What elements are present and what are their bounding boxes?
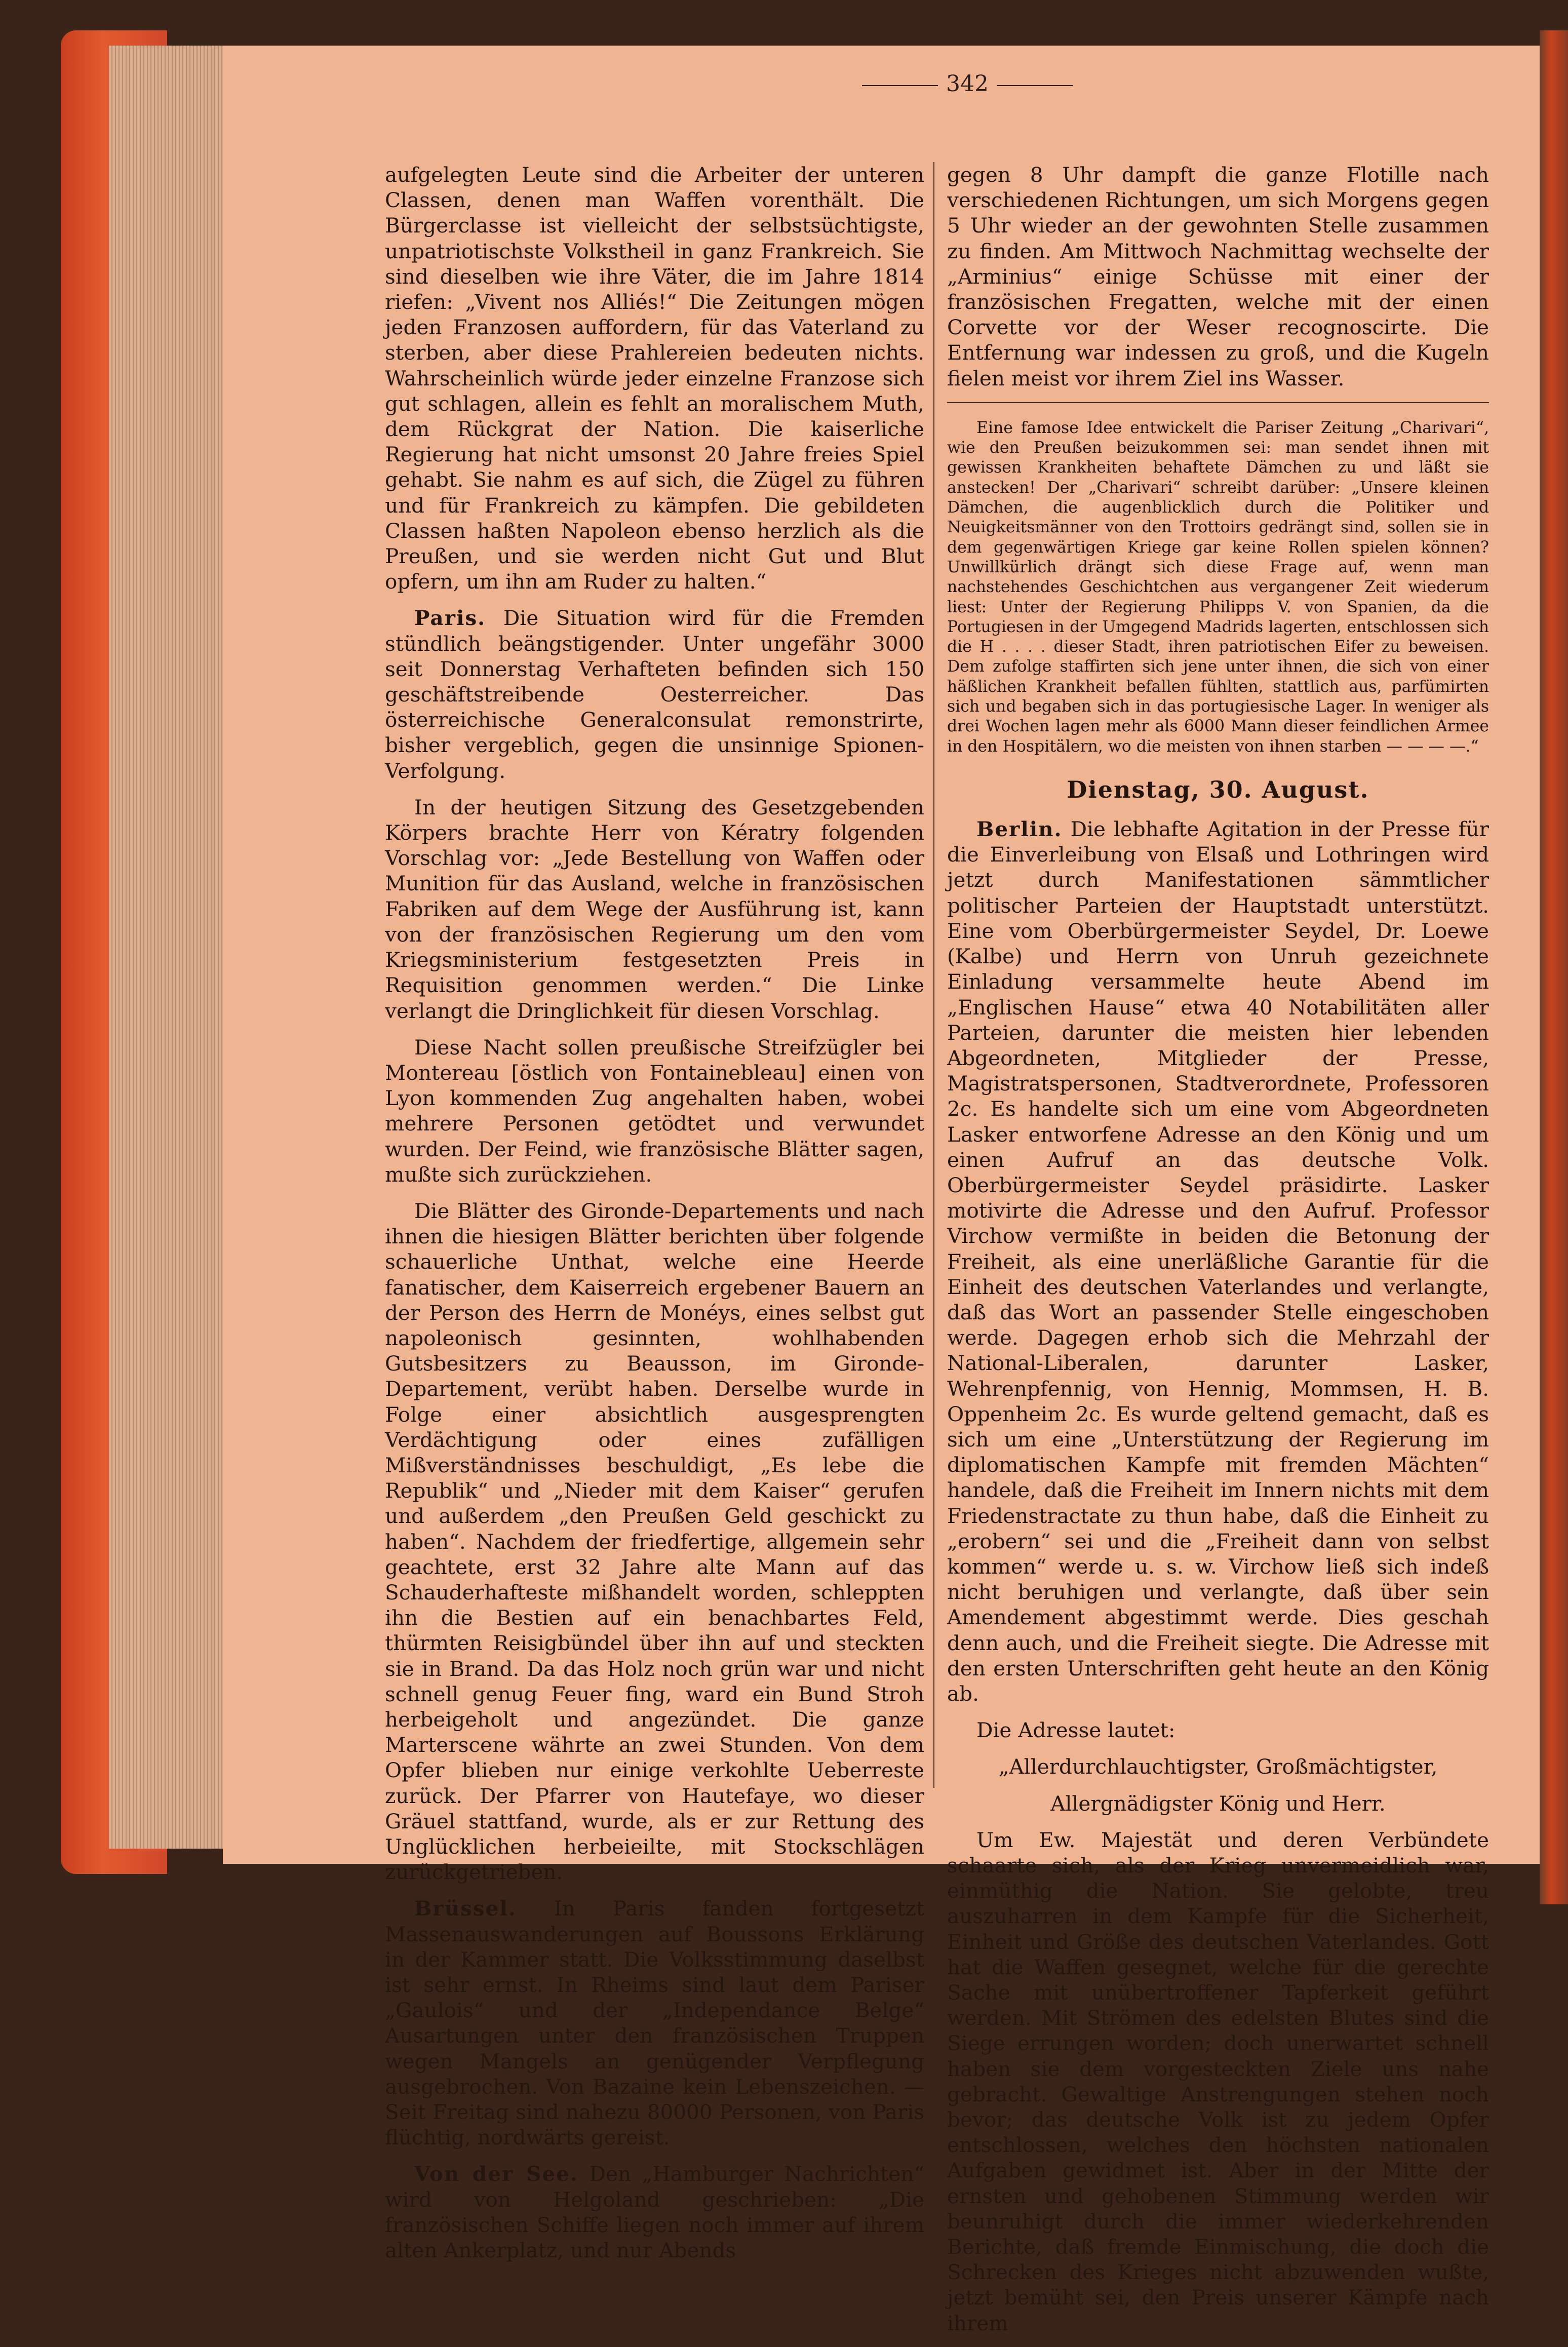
paragraph-berlin — [947, 816, 1489, 1706]
paragraph: aufgelegten Leute sind die Arbeiter der unteren Classen, denen man Waffen vorenthält. Die Bürgerclasse ist vielleicht der selbstsüchtigste, unpatriotischste Volkstheil in ganz Frankreich. Sie sind dieselben wie ihre Väter, die im Jahre 1814 riefen: „Vivent nos Alliés!“ Die Zeitungen mögen jeden Franzosen auffordern, für das Vaterland zu sterben, aber diese Prahlereien bedeuten nichts. Wahrscheinlich würde jeder einzelne Franzose sich gut schlagen, allein es fehlt an moralischem Muth, dem Rückgrat der Nation. Die kaiserliche Regierung hat nicht umsonst 20 Jahre freies Spiel gehabt. Sie nahm es auf sich, die Zügel zu führen und für Frankreich zu kämpfen. Die gebildeten Classen haßten Napoleon ebenso herzlich als die Preußen, und sie werden nicht Gut und Blut opfern, um ihn am Ruder zu halten.“ — [385, 163, 924, 594]
date-heading: Dienstag, 30. August. — [1067, 775, 1369, 803]
page-number-text: 342 — [946, 71, 989, 97]
facing-book-edge — [1540, 30, 1568, 1904]
column-divider — [933, 162, 934, 1788]
page-number — [836, 71, 1099, 97]
page-number-rule-right — [997, 85, 1073, 86]
paragraph: In der heutigen Sitzung des Gesetzgebenden Körpers brachte Herr von Kératry folgenden Vorschlag vor: „Jede Bestellung von Waffen oder Munition für das Ausland, welche in französischen Fabriken auf dem Wege der Ausführung ist, kann von der französischen Regierung um den vom Kriegsministerium festgesetzten Preis in Requisition genommen werden.“ Die Linke verlangt die Dringlichkeit für diesen Vorschlag. — [385, 795, 924, 1023]
dateline: Berlin. — [976, 817, 1063, 842]
footnote: Eine famose Idee entwickelt die Pariser Zeitung „Charivari“, wie den Preußen beizukommen sei: man sendet ihnen mit gewissen Krankheiten behaftete Dämchen zu und läßt sie anstecken! Der „Charivari“ schreibt darüber: „Unsere kleinen Dämchen, die augenblicklich durch die Politiker und Neuigkeitsmänner von den Trottoirs gedrängt sind, sollen sie in dem gegenwärtigen Kriege gar keine Rollen spielen können? Unwillkürlich drängt sich diese Frage auf, wenn man nachstehendes Geschichtchen aus vergangener Zeit wiederum liest: Unter der Regierung Philipps V. von Spanien, da die Portugiesen in der Umgegend Madrids lagerten, entschlossen sich die H . . . . dieser Stadt, ihren patriotischen Eifer zu beweisen. Dem zufolge staffirten sich jene unter ihnen, die sich von einer häßlichen Krankheit befallen fühlten, stattlich aus, parfümirten sich und begaben sich in das portugiesische Lager. In weniger als drei Wochen lagen mehr als 6000 Mann dieser feindlichen Armee in den Hospitälern, wo die meisten von ihnen starben — — — —.“ — [947, 402, 1489, 757]
dateline: Von der See. — [414, 2162, 578, 2186]
paragraph-text: Den „Hamburger Nachrichten“ wird von Helgoland geschrieben: „Die französischen Schiffe liegen noch immer auf ihrem alten Ankerplatz, und nur Abends — [385, 2162, 925, 2263]
paragraph: Um Ew. Majestät und deren Verbündete schaarte sich, als der Krieg unvermeidlich war, einmüthig die Nation. Sie gelobte, treu auszuharren in dem Kampfe für die Sicherheit, Einheit und Größe des deutschen Vaterlandes. Gott hat die Waffen gesegnet, welche für die gerechte Sache mit unübertroffener Tapferkeit geführt werden. Mit Strömen des edelsten Blutes sind die Siege errungen worden; doch unerwartet schnell haben sie dem vorgesteckten Ziele uns nahe gebracht. Gewaltige Anstrengungen stehen noch bevor; das deutsche Volk ist zu jedem Opfer entschlossen, welches den höchsten nationalen Aufgaben gewidmet ist. Aber in der Mitte der ernsten und gehobenen Stimmung werden wir beunruhigt durch die immer wiederkehrenden Berichte, daß fremde Einmischung, die doch die Schrecken des Krieges nicht abzuwenden wußte, jetzt bemüht sei, den Preis unserer Kämpfe nach ihrem — [947, 1827, 1489, 2335]
paragraph-text: In Paris fanden fortgesetzt Massenauswanderungen auf Boussons Erklärung in der Kammer statt. Die Volksstimmung daselbst ist sehr ernst. In Rheims sind laut dem Pariser „Gaulois“ und der „Independance Belge“ Ausartungen unter den französischen Truppen wegen Mangels an genügender Verpflegung ausgebrochen. Von Bazaine kein Lebenszeichen. — Seit Freitag sind nahezu 80000 Personen, von Paris flüchtig, nordwärts gereist. — [385, 1896, 924, 2150]
address-salutation: Allergnädigster König und Herr. — [1050, 1791, 1386, 1816]
paragraph: gegen 8 Uhr dampft die ganze Flotille nach verschiedenen Richtungen, um sich Morgens gegen 5 Uhr wieder an der gewohnten Stelle zusammen zu finden. Am Mittwoch Nachmittag wechselte der „Arminius“ einige Schüsse mit einer der französischen Fregatten, welche mit der einen Corvette vor der Weser recognoscirte. Die Entfernung war indessen zu groß, und die Kugeln fielen meist vor ihrem Ziel ins Wasser. — [947, 163, 1489, 390]
paragraph-text: Die lebhafte Agitation in der Presse für die Einverleibung von Elsaß und Lothringen wird jetzt durch Manifestationen sämmtlicher politischer Parteien der Hauptstadt unterstützt. Eine vom Oberbürgermeister Seydel, Dr. Loewe (Kalbe) und Herrn von Unruh gezeichnete Einladung versammelte heute Abend im „Englischen Hause“ etwa 40 Notabilitäten aller Parteien, darunter die meisten hier lebenden Abgeordneten, Mitglieder der Presse, Magistratspersonen, Stadtverordnete, Professoren 2c. Es handelte sich um eine vom Abgeordneten Lasker entworfene Adresse an den König und um einen Aufruf an das deutsche Volk. Oberbürgermeister Seydel präsidirte. Lasker motivirte die Adresse und den Aufruf. Professor Virchow vermißte in beiden die Betonung der Freiheit, als eine unerläßliche Garantie für die Einheit des deutschen Vaterlandes und verlangte, daß das Wort an passender Stelle eingeschoben werde. Dagegen erhob sich die Mehrzahl der National-Liberalen, darunter Lasker, Wehrenpfennig, von Hennig, Mommsen, H. B. Oppenheim 2c. Es wurde geltend gemacht, daß es sich um eine „Unterstützung der Regierung im diplomatischen Kampfe mit fremden Mächten“ handele, daß die Freiheit im Innern nichts mit dem Friedenstractate zu thun habe, daß die Einheit zu „erobern“ sei und die „Freiheit dann von selbst kommen“ werde u. s. w. Virchow ließ sich indeß nicht beruhigen und verlangte, daß über sein Amendement abgestimmt werde. Dies geschah denn auch, und die Freiheit siegte. Die Adresse mit den ersten Unterschriften geht heute an den König ab. — [947, 817, 1489, 1706]
paragraph: Die Blätter des Gironde-Departements und nach ihnen die hiesigen Blätter berichten über folgende schauerliche Unthat, welche eine Heerde fanatischer, dem Kaiserreich ergebener Bauern an der Person des Herrn de Monéys, eines selbst gut napoleonisch gesinnten, wohlhabenden Gutsbesitzers zu Beausson, im Gironde-Departement, verübt haben. Derselbe wurde in Folge einer absichtlich ausgesprengten Verdächtigung oder eines zufälligen Mißverständnisses beschuldigt, „Es lebe die Republik“ und „Nieder mit dem Kaiser“ gerufen und außerdem „den Preußen Geld geschickt zu haben“. Nachdem der friedfertige, allgemein sehr geachtete, erst 32 Jahre alte Mann auf das Schauderhafteste mißhandelt worden, schleppten ihn die Bestien auf ein benachbartes Feld, thürmten Reisigbündel über ihn auf und steckten sie in Brand. Da das Holz noch grün war und nicht schnell genug Feuer fing, ward ein Bund Stroh herbeigeholt und angezündet. Die ganze Marterscene währte an zwei Stunden. Von dem Opfer blieben nur einige verkohlte Ueberreste zurück. Der Pfarrer von Hautefaye, wo dieser Gräuel stattfand, wurde, als er zur Rettung des Unglücklichen herbeieilte, mit Stockschlägen zurückgetrieben. — [385, 1198, 924, 1885]
page-edges — [109, 46, 225, 1849]
page-number-rule-left — [862, 85, 938, 86]
right-column — [947, 162, 1489, 2347]
address-salutation: „Allerdurchlauchtigster, Großmächtigster, — [998, 1754, 1438, 1779]
paragraph-von-der-see — [385, 2161, 924, 2263]
address-intro: Die Adresse lautet: — [976, 1718, 1175, 1743]
paragraph-bruessel — [385, 1896, 924, 2150]
paragraph: Diese Nacht sollen preußische Streifzügler bei Montereau [östlich von Fontainebleau] einen von Lyon kommenden Zug angehalten haben, wobei mehrere Personen getödtet und verwundet wurden. Der Feind, wie französische Blätter sagen, mußte sich zurückziehen. — [385, 1035, 924, 1187]
left-column — [385, 162, 924, 2274]
paragraph-paris — [385, 605, 924, 783]
dateline: Paris. — [414, 606, 486, 631]
paragraph-text: Die Situation wird für die Fremden stündlich beängstigender. Unter ungefähr 3000 seit Donnerstag Verhafteten befinden sich 150 geschäftstreibende Oesterreicher. Das österreichische Generalconsulat remonstrirte, bisher vergeblich, gegen die unsinnige Spionen-Verfolgung. — [385, 606, 925, 783]
dateline: Brüssel. — [414, 1896, 517, 1921]
